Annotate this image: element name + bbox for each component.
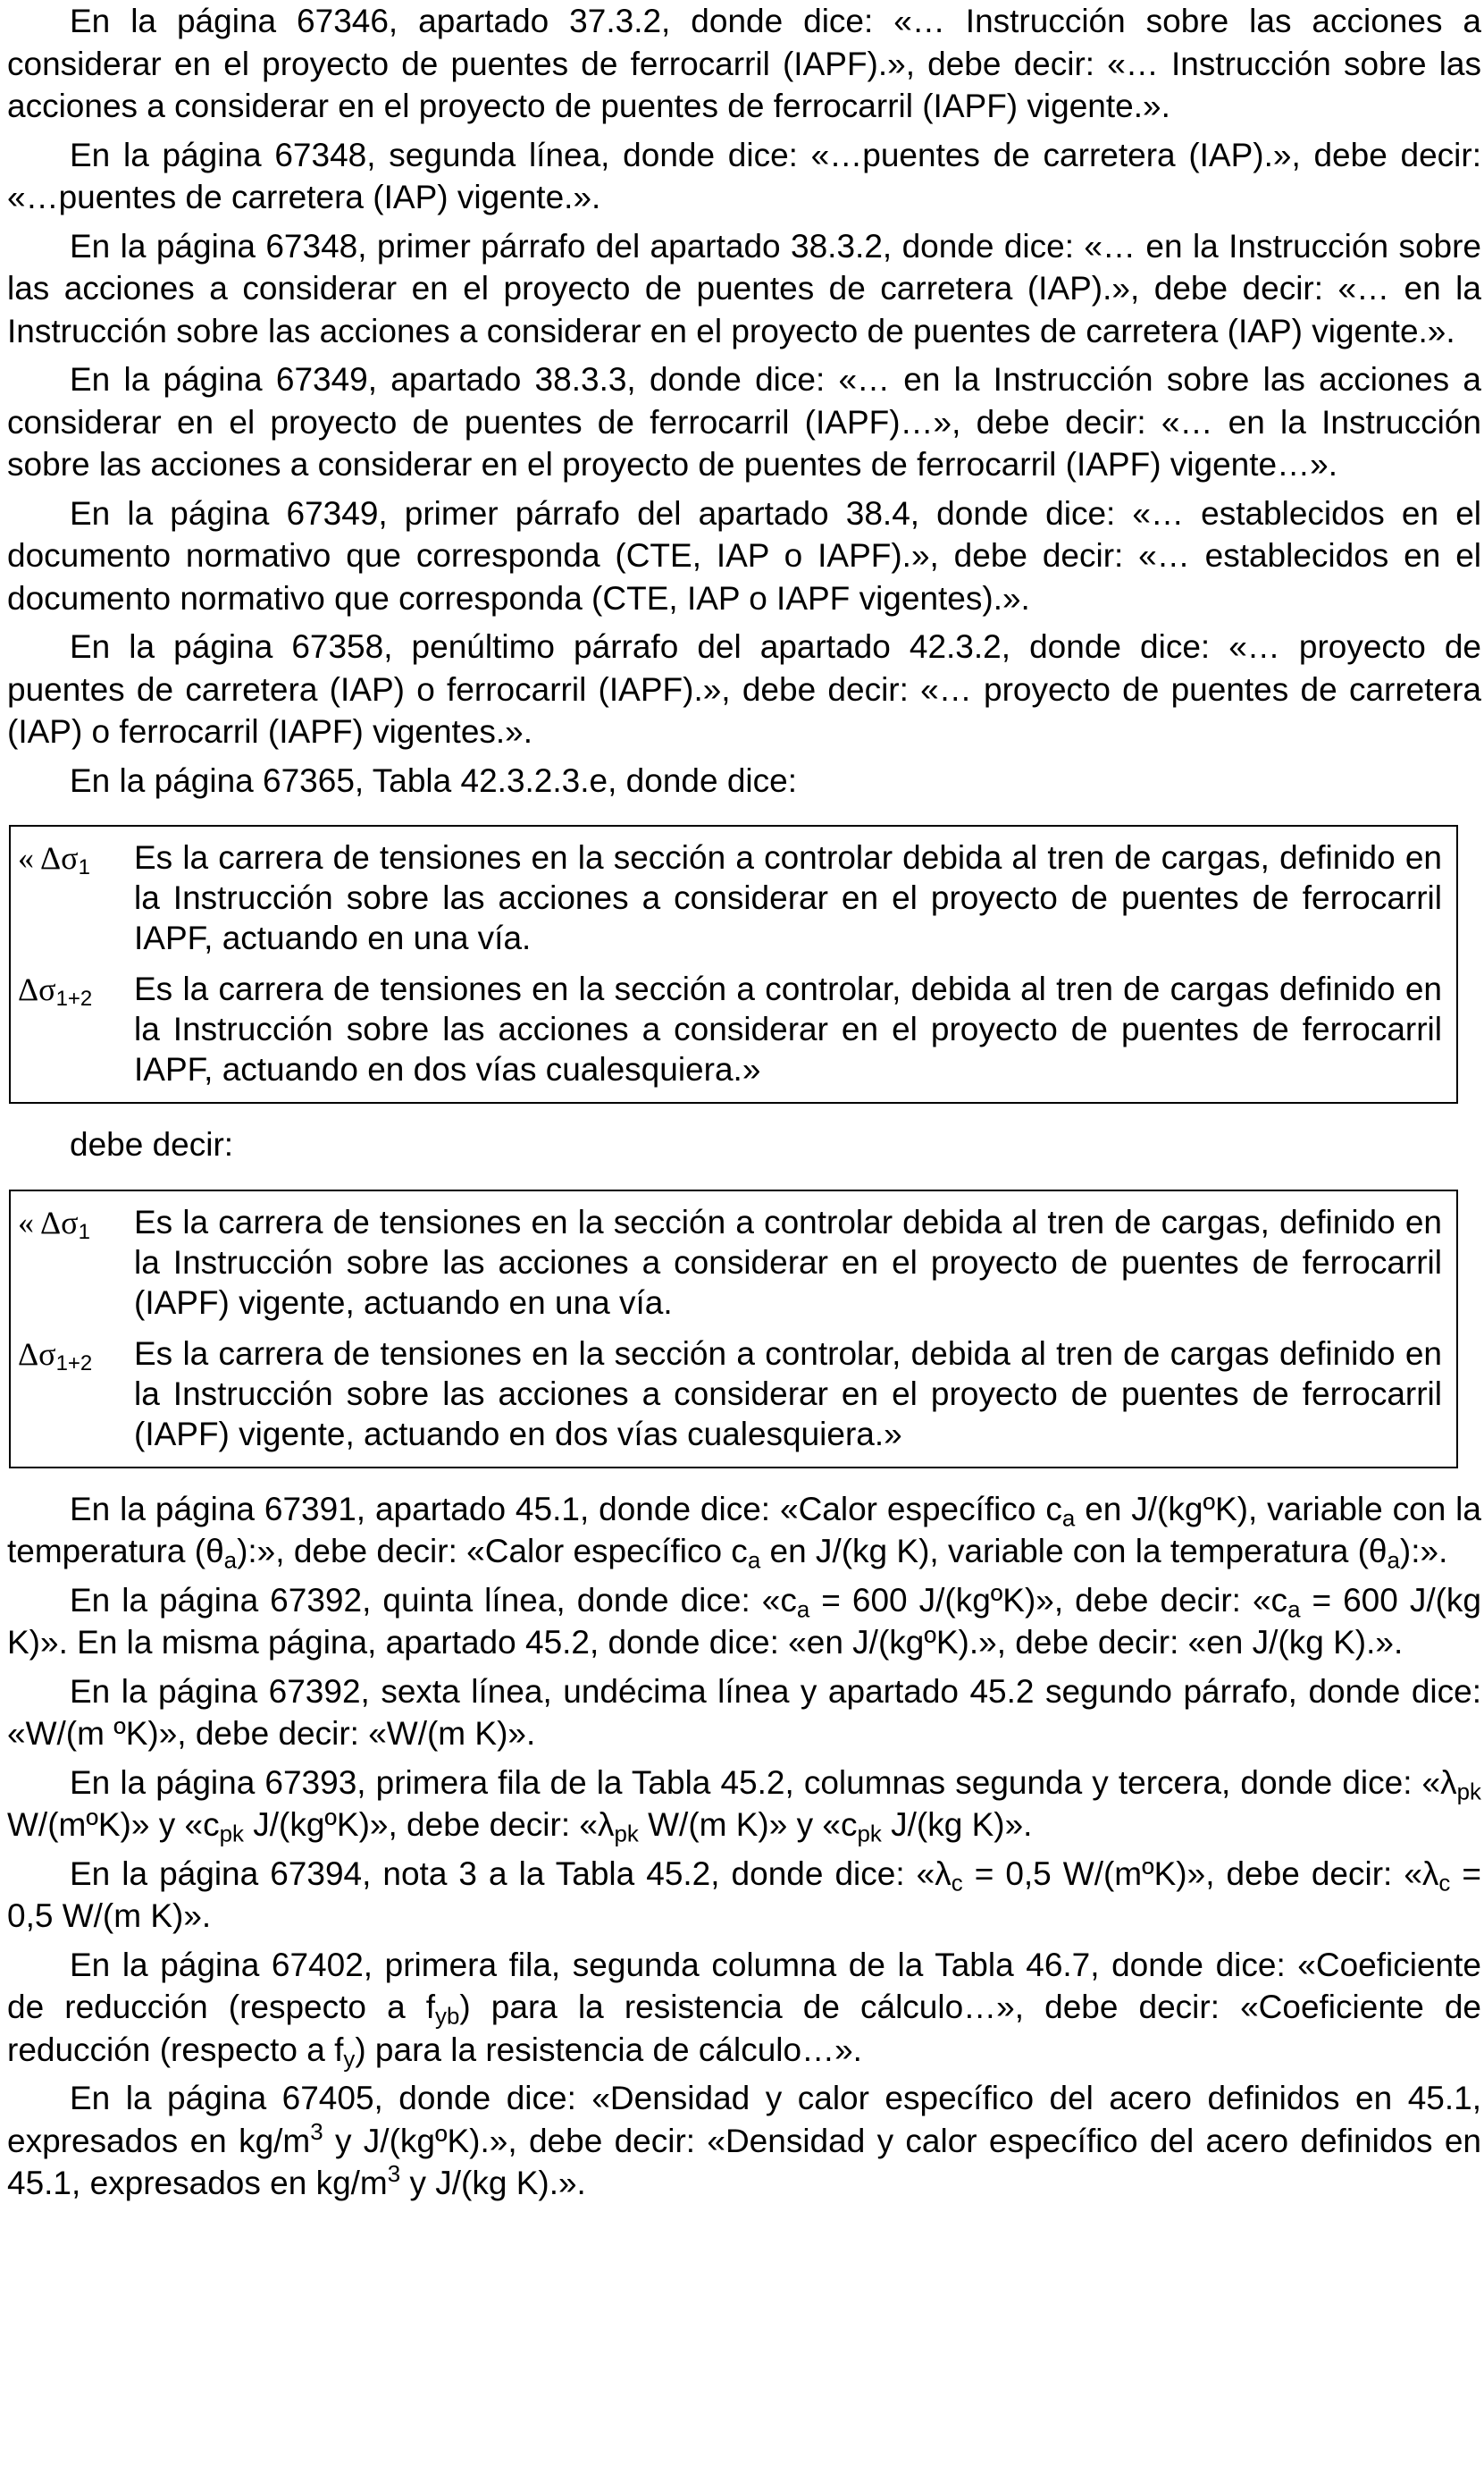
paragraph: En la página 67346, apartado 37.3.2, donde dice: «… Instrucción sobre las acciones a considerar en el proyecto de puentes de ferrocarril (IAPF).», debe decir: «… Instrucción sobre las acciones a considerar en el proyecto de puentes de ferrocarril (IAPF) vigente.». (7, 3, 1481, 124)
definition-symbol: « $\Delta\sigma_1$ (18, 840, 90, 879)
paragraph: En la página 67391, apartado 45.1, donde dice: «Calor específico $c_a$ en J/(kgºK), variable con la temperatura $(\theta_a)$:», debe decir: «Calor específico $c_a$ en J/(kg K), variable con la temperatura $(\theta_a)$:». (7, 1490, 1481, 1574)
definition-row (18, 969, 1442, 1089)
paragraph: En la página 67392, sexta línea, undécima línea y apartado 45.2 segundo párrafo, donde dice: «W/(m ºK)», debe decir: «W/(m K)». (7, 1672, 1481, 1752)
document-body (7, 0, 1481, 2211)
paragraph: En la página 67349, primer párrafo del apartado 38.4, donde dice: «… establecidos en el documento normativo que corresponda (CTE, IAP o IAPF).», debe decir: «… establecidos en el documento normativo que corresponda (CTE, IAP o IAPF vigentes).». (7, 494, 1481, 617)
paragraph: En la página 67392, quinta línea, donde dice: «$c_a = 600$ J/(kgºK)», debe decir: «$c_a = 600$ J/(kg K)». En la misma página, apartado 45.2, donde dice: «en J/(kgºK).», debe decir: «en J/(kg K).». (7, 1581, 1482, 1661)
definition-row (18, 1333, 1442, 1454)
paragraph: En la página 67394, nota 3 a la Tabla 45.2, donde dice: «$\lambda_c = 0,5$ W/(mºK)», debe decir: «$\lambda_c = 0,5$ W/(m K)». (7, 1854, 1481, 1934)
definition-text: Es la carrera de tensiones en la sección a controlar, debida al tren de cargas definido en la Instrucción sobre las acciones a considerar en el proyecto de puentes de ferrocarril (IAPF) vigente, actuando en dos vías cualesquiera.» (134, 1334, 1442, 1452)
definition-text: Es la carrera de tensiones en la sección a controlar, debida al tren de cargas definido en la Instrucción sobre las acciones a considerar en el proyecto de puentes de ferrocarril IAPF, actuando en dos vías cualesquiera.» (134, 971, 1442, 1088)
paragraph: En la página 67348, primer párrafo del apartado 38.3.2, donde dice: «… en la Instrucción sobre las acciones a considerar en el proyecto de puentes de carretera (IAP).», debe decir: «… en la Instrucción sobre las acciones a considerar en el proyecto de puentes de carretera (IAP) vigente.». (7, 227, 1481, 349)
definition-box-new (9, 1190, 1458, 1468)
paragraph: En la página 67405, donde dice: «Densidad y calor específico del acero definidos en 45.1, expresados en $kg/m^3$ y J/(kgºK).», debe decir: «Densidad y calor específico del acero definidos en 45.1, expresados en $kg/m^3$ y J/(kg K).». (7, 2080, 1481, 2201)
paragraph: En la página 67358, penúltimo párrafo del apartado 42.3.2, donde dice: «… proyecto de puentes de carretera (IAP) o ferrocarril (IAPF).», debe decir: «… proyecto de puentes de carretera (IAP) o ferrocarril (IAPF) vigentes.». (7, 628, 1481, 750)
paragraph: En la página 67365, Tabla 42.3.2.3.e, donde dice: (70, 761, 797, 799)
definition-symbol: $\Delta\sigma_{1+2}$ (18, 1335, 93, 1375)
paragraph: En la página 67348, segunda línea, donde dice: «…puentes de carretera (IAP).», debe decir: «…puentes de carretera (IAP) vigente.». (7, 136, 1481, 215)
definition-symbol: $\Delta\sigma_{1+2}$ (18, 971, 93, 1011)
definition-row (18, 1202, 1442, 1323)
paragraph-debe-decir: debe decir: (70, 1126, 234, 1163)
paragraph: En la página 67393, primera fila de la Tabla 45.2, columnas segunda y tercera, donde dice: «$\lambda_{pk}$ W/(mºK)» y «$c_{pk}$ J/(kgºK)», debe decir: «$\lambda_{pk}$ W/(m K)» y «$c_{pk}$ J/(kg K)». (7, 1763, 1481, 1847)
paragraph: En la página 67402, primera fila, segunda columna de la Tabla 46.7, donde dice: «Coeficiente de reducción (respecto a $f_{yb}$) para la resistencia de cálculo…», debe decir: «Coeficiente de reducción (respecto a $f_y$) para la resistencia de cálculo…». (7, 1946, 1482, 2072)
definition-symbol: « $\Delta\sigma_1$ (18, 1204, 90, 1244)
paragraph: En la página 67349, apartado 38.3.3, donde dice: «… en la Instrucción sobre las acciones a considerar en el proyecto de puentes de ferrocarril (IAPF)…», debe decir: «… en la Instrucción sobre las acciones a considerar en el proyecto de puentes de ferrocarril (IAPF) vigente…». (7, 361, 1481, 483)
definition-text: Es la carrera de tensiones en la sección a controlar debida al tren de cargas, definido en la Instrucción sobre las acciones a considerar en el proyecto de puentes de ferrocarril (IAPF) vigente, actuando en una vía. (134, 1203, 1442, 1321)
definition-box-old (9, 825, 1458, 1104)
definition-row (18, 837, 1442, 958)
definition-text: Es la carrera de tensiones en la sección a controlar debida al tren de cargas, definido en la Instrucción sobre las acciones a considerar en el proyecto de puentes de ferrocarril IAPF, actuando en una vía. (134, 839, 1442, 956)
